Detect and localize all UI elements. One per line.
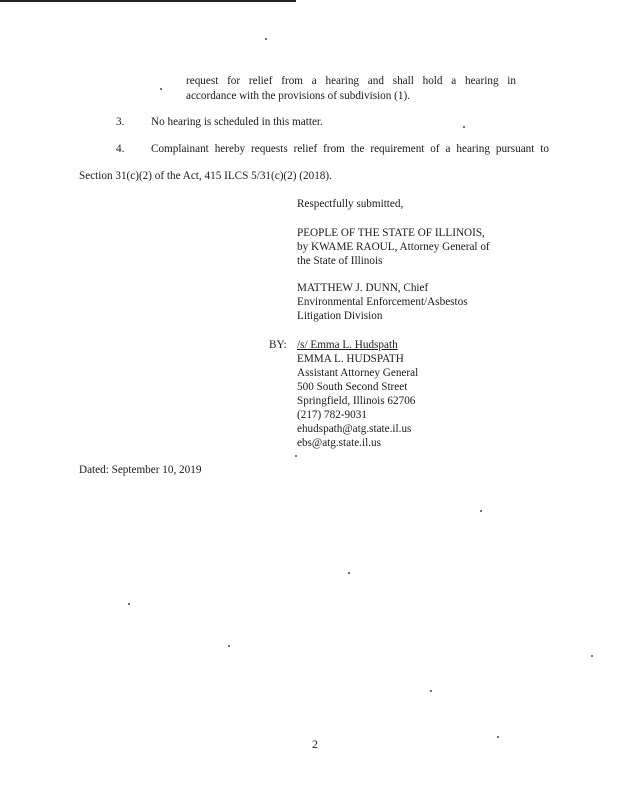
signature-block	[297, 338, 418, 450]
party-line-3: the State of Illinois	[297, 255, 383, 267]
electronic-signature: /s/ Emma L. Hudspath	[297, 339, 398, 351]
item-3-number: 3.	[116, 116, 125, 128]
scan-speck	[591, 655, 593, 657]
signer-city: Springfield, Illinois 62706	[297, 395, 416, 407]
signer-street: 500 South Second Street	[297, 381, 408, 393]
scan-speck	[348, 572, 350, 574]
chief-line-1: MATTHEW J. DUNN, Chief	[297, 282, 429, 294]
closing-salutation: Respectfully submitted,	[297, 198, 404, 210]
chief-line-2: Environmental Enforcement/Asbestos	[297, 296, 468, 308]
paragraph-continuation-line-1: request for relief from a hearing and shall hold a hearing in	[186, 75, 516, 87]
scan-speck	[295, 455, 297, 457]
signer-email-2: ebs@atg.state.il.us	[297, 437, 381, 449]
scan-speck	[463, 126, 465, 128]
paragraph-continuation-line-2: accordance with the provisions of subdivision (1).	[186, 90, 411, 102]
scan-edge-rule	[0, 0, 296, 2]
party-line-2: by KWAME RAOUL, Attorney General of	[297, 241, 490, 253]
item-3-text: No hearing is scheduled in this matter.	[151, 116, 323, 128]
party-block	[297, 226, 490, 268]
dated-line: Dated: September 10, 2019	[79, 464, 202, 476]
signer-name: EMMA L. HUDSPATH	[297, 353, 404, 365]
scan-speck	[480, 510, 482, 512]
party-line-1: PEOPLE OF THE STATE OF ILLINOIS,	[297, 227, 485, 239]
scan-speck	[265, 38, 267, 40]
scan-speck	[228, 645, 230, 647]
scan-speck	[497, 736, 499, 738]
chief-line-3: Litigation Division	[297, 310, 383, 322]
item-4-line-1: Complainant hereby requests relief from the requirement of a hearing pursuant to	[151, 143, 549, 155]
chief-block	[297, 281, 468, 323]
scan-speck	[128, 603, 130, 605]
page-number: 2	[312, 737, 318, 751]
signer-title: Assistant Attorney General	[297, 367, 419, 379]
signer-phone: (217) 782-9031	[297, 409, 367, 421]
item-4-line-2: Section 31(c)(2) of the Act, 415 ILCS 5/31(c)(2) (2018).	[79, 170, 332, 182]
item-4-number: 4.	[116, 143, 125, 155]
scan-speck	[430, 690, 432, 692]
signer-email-1: ehudspath@atg.state.il.us	[297, 423, 412, 435]
by-label: BY:	[269, 339, 287, 351]
scan-speck	[160, 88, 162, 90]
